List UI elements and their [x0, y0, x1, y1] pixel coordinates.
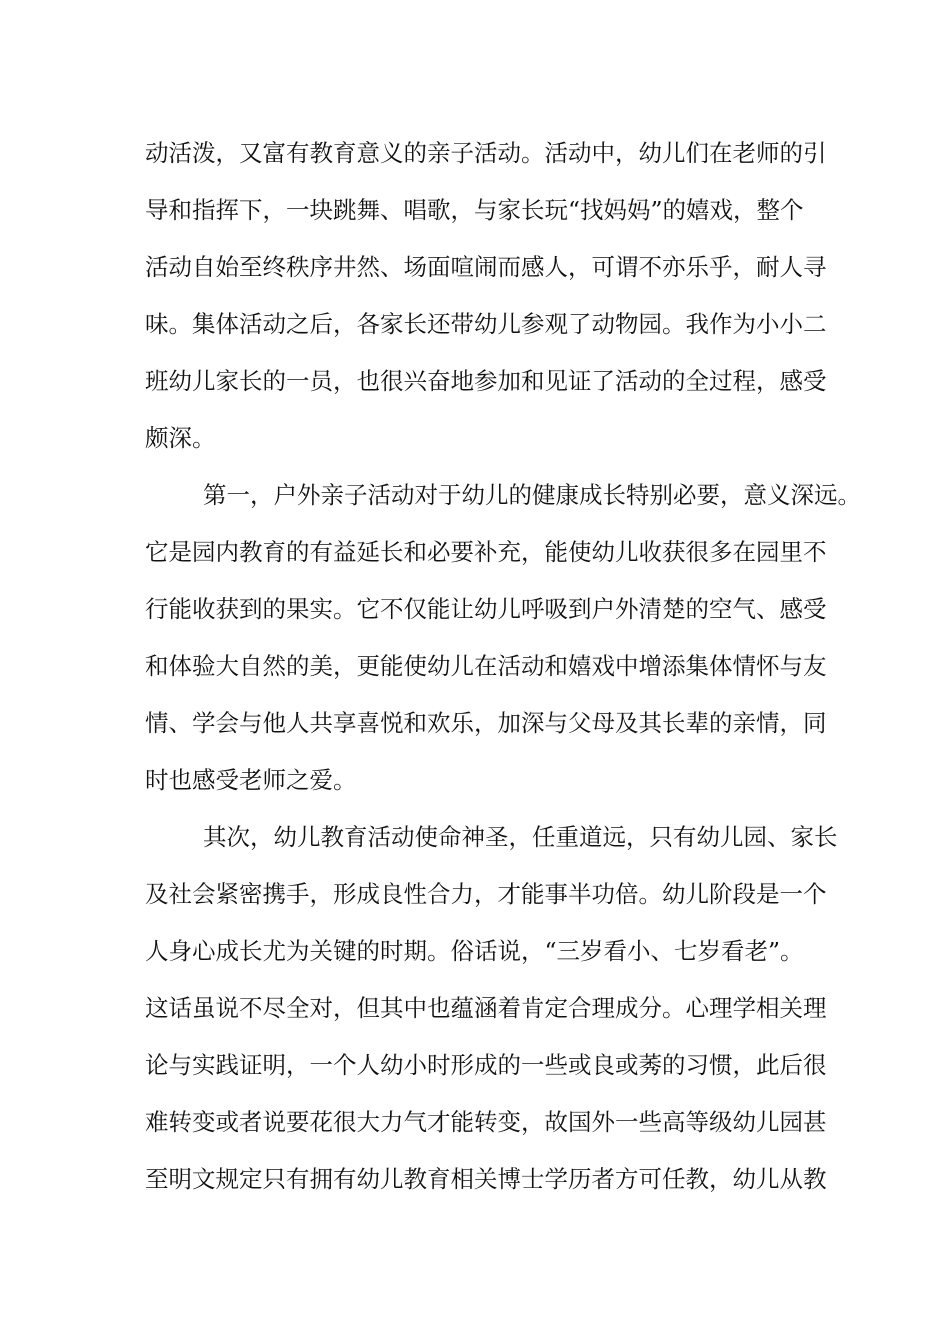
- paragraph-first-line: 第一，户外亲子活动对于幼儿的健康成长特别必要，意义深远。: [203, 481, 861, 509]
- text-line: 班幼儿家长的一员，也很兴奋地参加和见证了活动的全过程，感受: [145, 367, 827, 395]
- text-line: 它是园内教育的有益延长和必要补充，能使幼儿收获很多在园里不: [145, 538, 827, 566]
- text-line: 至明文规定只有拥有幼儿教育相关博士学历者方可任教，幼儿从教: [145, 1165, 827, 1193]
- text-line: 难转变或者说要花很大力气才能转变，故国外一些高等级幼儿园甚: [145, 1108, 827, 1136]
- text-line: 论与实践证明，一个人幼小时形成的一些或良或莠的习惯，此后很: [145, 1051, 827, 1079]
- text-line: 行能收获到的果实。它不仅能让幼儿呼吸到户外清楚的空气、感受: [145, 595, 827, 623]
- text-line: 情、学会与他人共享喜悦和欢乐，加深与父母及其长辈的亲情，同: [145, 709, 827, 737]
- text-line: 颇深。: [145, 424, 216, 452]
- text-line: 动活泼，又富有教育意义的亲子活动。活动中，幼儿们在老师的引: [145, 139, 827, 167]
- text-line: 和体验大自然的美，更能使幼儿在活动和嬉戏中增添集体情怀与友: [145, 652, 827, 680]
- text-line: 人身心成长尤为关键的时期。俗话说，“三岁看小、七岁看老”。: [145, 937, 804, 965]
- text-line: 及社会紧密携手，形成良性合力，才能事半功倍。幼儿阶段是一个: [145, 880, 827, 908]
- text-line: 时也感受老师之爱。: [145, 766, 357, 794]
- text-line: 导和指挥下，一块跳舞、唱歌，与家长玩“找妈妈”的嬉戏，整个: [145, 196, 804, 224]
- text-line: 这话虽说不尽全对，但其中也蕴涵着肯定合理成分。心理学相关理: [145, 994, 827, 1022]
- text-line: 味。集体活动之后，各家长还带幼儿参观了动物园。我作为小小二: [145, 310, 827, 338]
- paragraph-first-line: 其次，幼儿教育活动使命神圣，任重道远，只有幼儿园、家长: [203, 823, 838, 851]
- text-line: 活动自始至终秩序井然、场面喧闹而感人，可谓不亦乐乎，耐人寻: [145, 253, 827, 281]
